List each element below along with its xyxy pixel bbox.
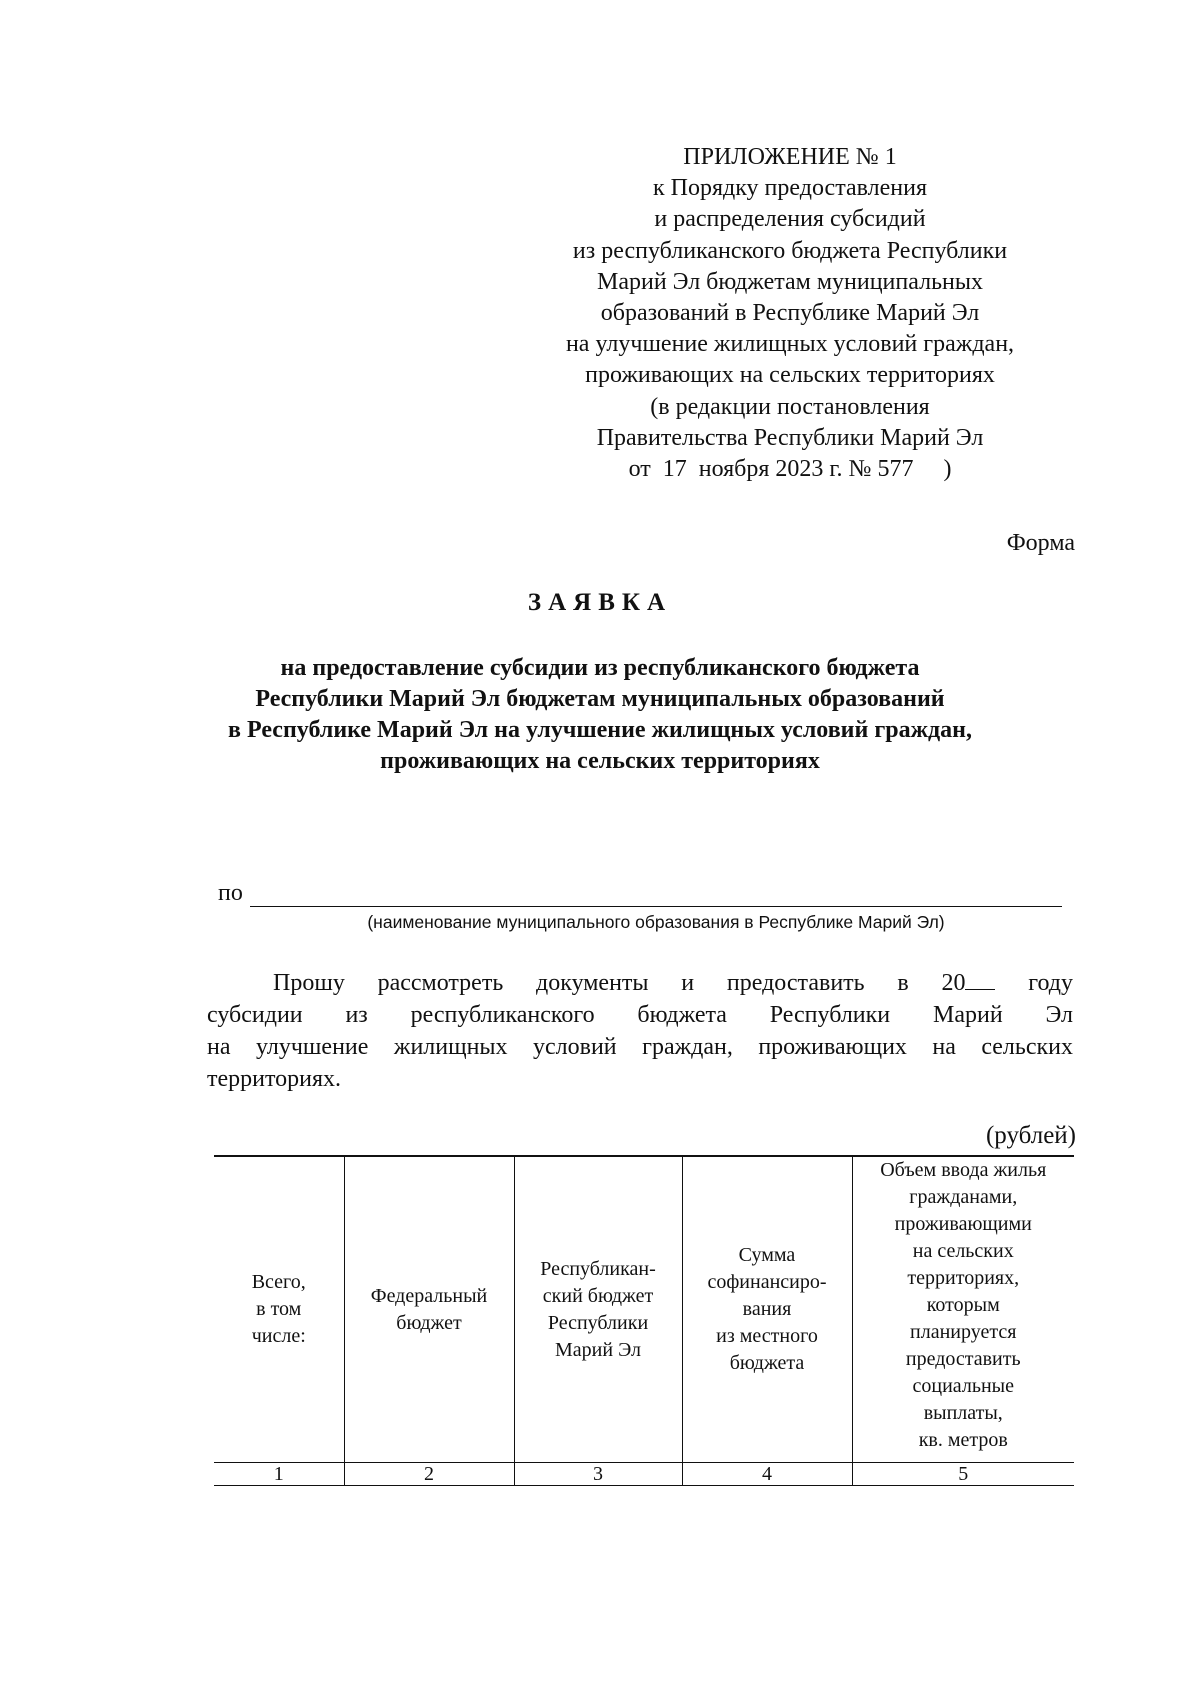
header-line: вания: [742, 1298, 792, 1320]
subtitle-line: Республики Марий Эл бюджетам муниципальных образований: [255, 686, 945, 712]
header-line: социальные: [912, 1375, 1014, 1397]
header-line: выплаты,: [923, 1402, 1003, 1424]
request-line-3: на улучшение жилищных условий граждан, проживающих на сельских: [207, 1034, 1073, 1060]
header-line: Республики: [547, 1311, 649, 1334]
header-line: из местного: [716, 1325, 818, 1347]
municipality-field-caption: (наименование муниципального образования в Республике Марий Эл): [367, 912, 945, 932]
subtitle-line: проживающих на сельских территориях: [380, 748, 820, 774]
column-number: 2: [344, 1463, 514, 1486]
appendix-line: образований в Республике Марий Эл: [600, 300, 980, 327]
header-line: планируется: [910, 1321, 1017, 1343]
column-header-local-cofinancing: [682, 1156, 852, 1463]
header-line: в том: [256, 1298, 302, 1320]
year-blank-field[interactable]: [965, 971, 995, 990]
appendix-line: к Порядку предоставления: [652, 175, 927, 202]
header-line: Объем ввода жилья: [880, 1159, 1047, 1181]
header-line: кв. метров: [918, 1429, 1008, 1451]
request-line-2: субсидии из республиканского бюджета Республики Марий Эл: [207, 1002, 1073, 1028]
header-line: Федеральный: [370, 1284, 488, 1307]
request-line-4: территориях.: [207, 1066, 342, 1092]
header-line: бюджета: [729, 1352, 805, 1374]
municipality-name-field[interactable]: [250, 906, 1062, 907]
appendix-header: [530, 142, 1050, 485]
header-line: Республикан-: [540, 1257, 656, 1280]
header-line: софинансиро-: [707, 1271, 827, 1293]
header-line: на сельских: [912, 1240, 1014, 1262]
appendix-line: (в редакции постановления: [650, 393, 930, 420]
appendix-line: на улучшение жилищных условий граждан,: [565, 331, 1015, 358]
column-header-total: [214, 1156, 344, 1463]
document-title: ЗАЯВКА: [527, 589, 673, 616]
header-line: числе:: [251, 1325, 306, 1347]
header-line: Всего,: [251, 1271, 306, 1293]
column-number: 3: [514, 1463, 682, 1486]
subtitle-line: в Республике Марий Эл на улучшение жилищных условий граждан,: [228, 717, 972, 743]
appendix-line: из республиканского бюджета Республики: [572, 237, 1008, 264]
subsidy-table: [214, 1155, 1074, 1486]
header-line: бюджет: [396, 1311, 462, 1334]
column-number: 5: [852, 1463, 1074, 1486]
header-line: предоставить: [905, 1348, 1021, 1370]
request-line-1: [207, 967, 1073, 999]
appendix-line: Марий Эл бюджетам муниципальных: [596, 268, 983, 295]
column-number: 1: [214, 1463, 344, 1486]
table-header-row: [214, 1156, 1074, 1463]
header-line: ский бюджет: [542, 1284, 654, 1307]
form-label: Форма: [1006, 530, 1075, 556]
header-line: территориях,: [907, 1267, 1020, 1289]
header-line: гражданами,: [909, 1186, 1018, 1208]
column-number-row: [214, 1463, 1074, 1486]
units-label: (рублей): [985, 1122, 1076, 1149]
column-header-federal-budget: [344, 1156, 514, 1463]
header-line: которым: [926, 1294, 1000, 1316]
column-number: 4: [682, 1463, 852, 1486]
appendix-title: ПРИЛОЖЕНИЕ № 1: [683, 144, 897, 170]
subtitle-line: на предоставление субсидии из республиканского бюджета: [280, 655, 920, 681]
appendix-line: и распределения субсидий: [654, 206, 926, 233]
header-line: Марий Эл: [555, 1338, 641, 1361]
request-text: году: [995, 970, 1073, 996]
appendix-line: проживающих на сельских территориях: [585, 362, 995, 389]
appendix-date-line: от 17 ноября 2023 г. № 577 ): [628, 456, 952, 483]
request-paragraph: [207, 967, 1073, 1095]
column-header-republican-budget: [514, 1156, 682, 1463]
appendix-line: Правительства Республики Марий Эл: [596, 424, 984, 451]
header-line: Сумма: [738, 1244, 796, 1266]
request-text: Прошу рассмотреть документы и предоставить в 20: [273, 970, 966, 996]
column-header-housing-volume: [852, 1156, 1074, 1463]
document-subtitle: [140, 653, 1060, 777]
header-line: проживающими: [894, 1213, 1032, 1235]
po-label: по: [218, 880, 243, 906]
